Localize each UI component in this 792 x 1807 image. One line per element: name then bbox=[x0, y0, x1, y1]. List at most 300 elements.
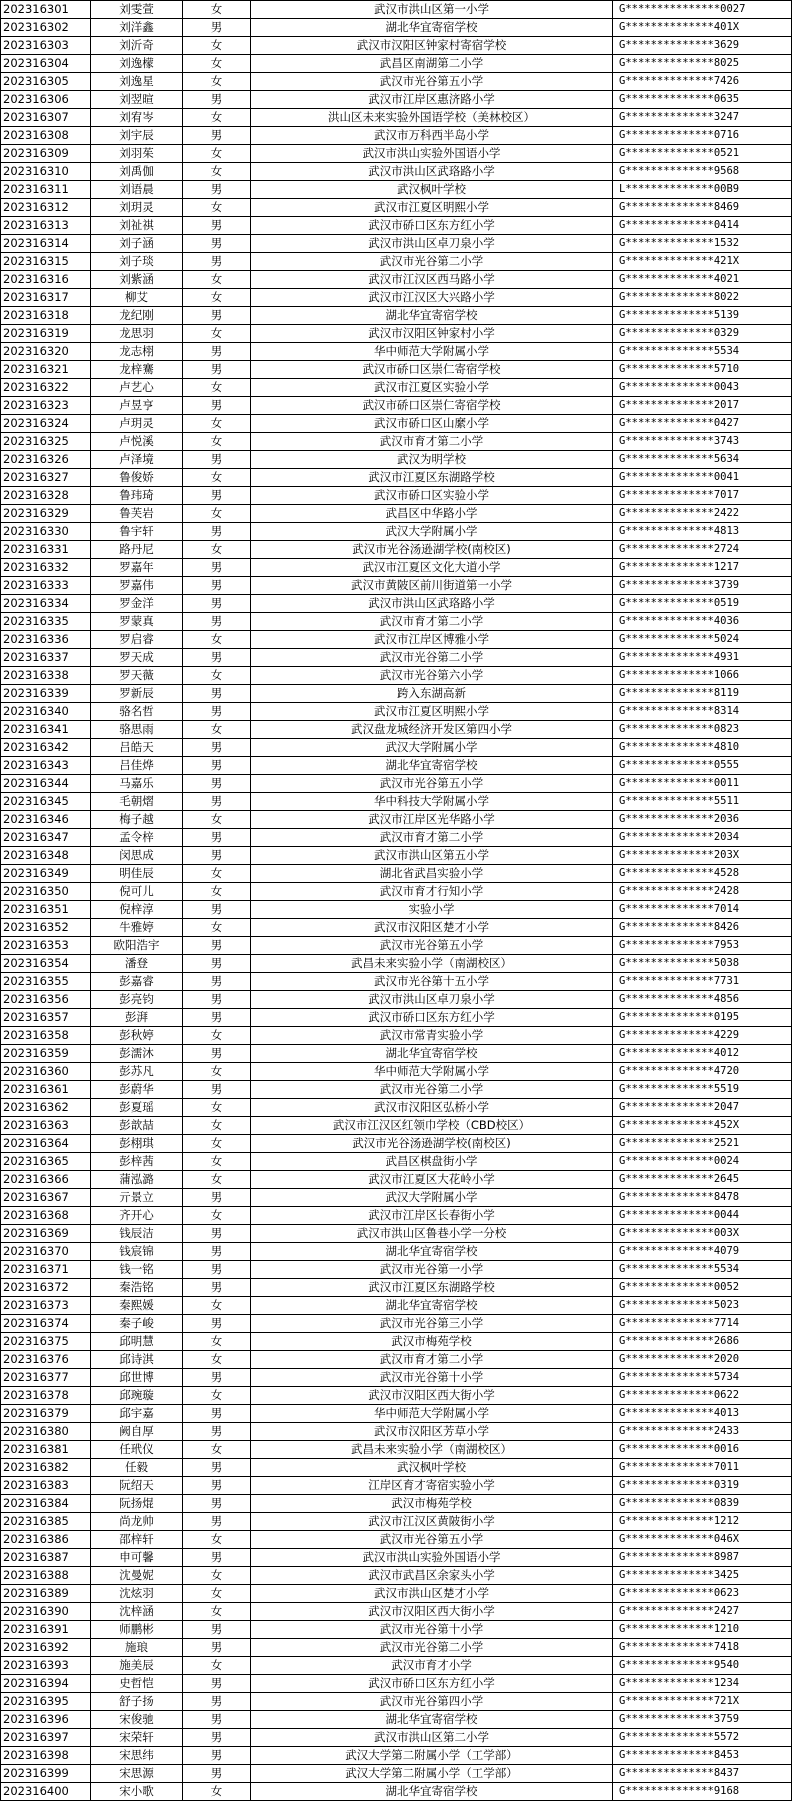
school-cell: 武汉市黄陂区前川街道第一小学 bbox=[251, 577, 613, 595]
student-name-cell: 卢玥灵 bbox=[91, 415, 183, 433]
id-card-cell: G**************3739 bbox=[613, 577, 792, 595]
table-row bbox=[1, 1675, 792, 1693]
school-cell: 武汉市江夏区大花岭小学 bbox=[251, 1171, 613, 1189]
student-id-cell: 202316306 bbox=[1, 91, 91, 109]
student-name-cell: 龙梓騫 bbox=[91, 361, 183, 379]
school-cell: 湖北华宜寄宿学校 bbox=[251, 1243, 613, 1261]
table-row bbox=[1, 631, 792, 649]
student-id-cell: 202316374 bbox=[1, 1315, 91, 1333]
school-cell: 武汉市光谷第十五小学 bbox=[251, 973, 613, 991]
school-cell: 武汉市光谷第十小学 bbox=[251, 1621, 613, 1639]
school-cell: 武汉大学附属小学 bbox=[251, 1189, 613, 1207]
student-name-cell: 邱琬璇 bbox=[91, 1387, 183, 1405]
table-row bbox=[1, 919, 792, 937]
school-cell: 武汉市育才第二小学 bbox=[251, 829, 613, 847]
id-card-cell: G**************1212 bbox=[613, 1513, 792, 1531]
student-id-cell: 202316315 bbox=[1, 253, 91, 271]
student-name-cell: 蒲泓潞 bbox=[91, 1171, 183, 1189]
school-cell: 华中师范大学附属小学 bbox=[251, 343, 613, 361]
student-id-cell: 202316351 bbox=[1, 901, 91, 919]
table-row bbox=[1, 307, 792, 325]
id-card-cell: G**************5519 bbox=[613, 1081, 792, 1099]
id-card-cell: G**************421X bbox=[613, 253, 792, 271]
id-card-cell: G**************9540 bbox=[613, 1657, 792, 1675]
student-name-cell: 闵思成 bbox=[91, 847, 183, 865]
school-cell: 湖北华宜寄宿学校 bbox=[251, 757, 613, 775]
gender-cell: 男 bbox=[183, 1045, 251, 1063]
school-cell: 跨入东湖高新 bbox=[251, 685, 613, 703]
table-row bbox=[1, 1189, 792, 1207]
table-row bbox=[1, 1297, 792, 1315]
gender-cell: 男 bbox=[183, 1675, 251, 1693]
gender-cell: 男 bbox=[183, 1747, 251, 1765]
gender-cell: 女 bbox=[183, 469, 251, 487]
table-row bbox=[1, 343, 792, 361]
student-id-cell: 202316340 bbox=[1, 703, 91, 721]
school-cell: 武汉市光谷第二小学 bbox=[251, 649, 613, 667]
table-row bbox=[1, 721, 792, 739]
gender-cell: 男 bbox=[183, 1459, 251, 1477]
school-cell: 湖北华宜寄宿学校 bbox=[251, 1711, 613, 1729]
school-cell: 湖北华宜寄宿学校 bbox=[251, 307, 613, 325]
school-cell: 洪山区未来实验外国语学校（美林校区） bbox=[251, 109, 613, 127]
table-row bbox=[1, 1459, 792, 1477]
school-cell: 武汉市光谷第三小学 bbox=[251, 1315, 613, 1333]
student-name-cell: 罗天薇 bbox=[91, 667, 183, 685]
gender-cell: 女 bbox=[183, 883, 251, 901]
gender-cell: 女 bbox=[183, 1657, 251, 1675]
table-row bbox=[1, 505, 792, 523]
student-id-cell: 202316347 bbox=[1, 829, 91, 847]
table-row bbox=[1, 199, 792, 217]
student-name-cell: 明佳辰 bbox=[91, 865, 183, 883]
school-cell: 武昌未来实验小学（南湖校区） bbox=[251, 955, 613, 973]
gender-cell: 男 bbox=[183, 343, 251, 361]
student-id-cell: 202316309 bbox=[1, 145, 91, 163]
student-name-cell: 任玳仪 bbox=[91, 1441, 183, 1459]
student-name-cell: 鲁宇轩 bbox=[91, 523, 183, 541]
student-name-cell: 舒子扬 bbox=[91, 1693, 183, 1711]
table-row bbox=[1, 271, 792, 289]
gender-cell: 女 bbox=[183, 1351, 251, 1369]
student-name-cell: 宋思纬 bbox=[91, 1747, 183, 1765]
table-row bbox=[1, 181, 792, 199]
student-name-cell: 柳艾 bbox=[91, 289, 183, 307]
id-card-cell: G**************1532 bbox=[613, 235, 792, 253]
table-row bbox=[1, 397, 792, 415]
student-id-cell: 202316386 bbox=[1, 1531, 91, 1549]
id-card-cell: G**************8025 bbox=[613, 55, 792, 73]
student-id-cell: 202316344 bbox=[1, 775, 91, 793]
table-row bbox=[1, 1747, 792, 1765]
student-name-cell: 吕佳烨 bbox=[91, 757, 183, 775]
id-card-cell: G**************7418 bbox=[613, 1639, 792, 1657]
id-card-cell: G**************4720 bbox=[613, 1063, 792, 1081]
table-row bbox=[1, 109, 792, 127]
student-id-cell: 202316348 bbox=[1, 847, 91, 865]
gender-cell: 男 bbox=[183, 487, 251, 505]
student-name-cell: 宋荣轩 bbox=[91, 1729, 183, 1747]
student-name-cell: 龙志栩 bbox=[91, 343, 183, 361]
school-cell: 武汉市江夏区明熙小学 bbox=[251, 199, 613, 217]
table-row bbox=[1, 451, 792, 469]
gender-cell: 男 bbox=[183, 1729, 251, 1747]
gender-cell: 女 bbox=[183, 667, 251, 685]
id-card-cell: G**************7731 bbox=[613, 973, 792, 991]
student-name-cell: 彭湃 bbox=[91, 1009, 183, 1027]
student-id-cell: 202316352 bbox=[1, 919, 91, 937]
id-card-cell: G**************203X bbox=[613, 847, 792, 865]
student-id-cell: 202316356 bbox=[1, 991, 91, 1009]
table-row bbox=[1, 1099, 792, 1117]
id-card-cell: G**************0052 bbox=[613, 1279, 792, 1297]
gender-cell: 女 bbox=[183, 1171, 251, 1189]
id-card-cell: G**************2724 bbox=[613, 541, 792, 559]
student-name-cell: 刘逸檬 bbox=[91, 55, 183, 73]
school-cell: 武汉市光谷第十小学 bbox=[251, 1369, 613, 1387]
table-row bbox=[1, 379, 792, 397]
id-card-cell: G**************5734 bbox=[613, 1369, 792, 1387]
student-id-cell: 202316349 bbox=[1, 865, 91, 883]
school-cell: 湖北华宜寄宿学校 bbox=[251, 19, 613, 37]
id-card-cell: G**************046X bbox=[613, 1531, 792, 1549]
student-id-cell: 202316338 bbox=[1, 667, 91, 685]
student-name-cell: 施琅 bbox=[91, 1639, 183, 1657]
gender-cell: 男 bbox=[183, 1405, 251, 1423]
student-name-cell: 罗启睿 bbox=[91, 631, 183, 649]
student-id-cell: 202316302 bbox=[1, 19, 91, 37]
table-row bbox=[1, 217, 792, 235]
school-cell: 武汉大学附属小学 bbox=[251, 523, 613, 541]
school-cell: 武汉市光谷第五小学 bbox=[251, 73, 613, 91]
table-row bbox=[1, 1477, 792, 1495]
table-row bbox=[1, 19, 792, 37]
id-card-cell: G**************2686 bbox=[613, 1333, 792, 1351]
student-id-cell: 202316364 bbox=[1, 1135, 91, 1153]
student-id-cell: 202316395 bbox=[1, 1693, 91, 1711]
student-name-cell: 秦浩铭 bbox=[91, 1279, 183, 1297]
id-card-cell: G**************4079 bbox=[613, 1243, 792, 1261]
id-card-cell: G**************5634 bbox=[613, 451, 792, 469]
student-name-cell: 宋思源 bbox=[91, 1765, 183, 1783]
id-card-cell: G**************4036 bbox=[613, 613, 792, 631]
id-card-cell: G**************2020 bbox=[613, 1351, 792, 1369]
table-row bbox=[1, 1351, 792, 1369]
student-id-cell: 202316394 bbox=[1, 1675, 91, 1693]
table-row bbox=[1, 325, 792, 343]
school-cell: 武汉市光谷第一小学 bbox=[251, 1261, 613, 1279]
table-row bbox=[1, 775, 792, 793]
id-card-cell: G**************1217 bbox=[613, 559, 792, 577]
gender-cell: 男 bbox=[183, 1549, 251, 1567]
school-cell: 武汉市汉阳区钟家村寄宿学校 bbox=[251, 37, 613, 55]
school-cell: 湖北华宜寄宿学校 bbox=[251, 1045, 613, 1063]
student-name-cell: 罗嘉年 bbox=[91, 559, 183, 577]
school-cell: 武汉市汉阳区西大街小学 bbox=[251, 1603, 613, 1621]
student-id-cell: 202316373 bbox=[1, 1297, 91, 1315]
student-name-cell: 卢泽境 bbox=[91, 451, 183, 469]
student-id-cell: 202316339 bbox=[1, 685, 91, 703]
table-row bbox=[1, 829, 792, 847]
id-card-cell: G**************0839 bbox=[613, 1495, 792, 1513]
gender-cell: 男 bbox=[183, 1261, 251, 1279]
student-id-cell: 202316334 bbox=[1, 595, 91, 613]
table-row bbox=[1, 1621, 792, 1639]
gender-cell: 女 bbox=[183, 631, 251, 649]
table-row bbox=[1, 1567, 792, 1585]
gender-cell: 男 bbox=[183, 451, 251, 469]
id-card-cell: G**************2422 bbox=[613, 505, 792, 523]
gender-cell: 女 bbox=[183, 811, 251, 829]
table-row bbox=[1, 235, 792, 253]
table-row bbox=[1, 1369, 792, 1387]
student-name-cell: 宋俊驰 bbox=[91, 1711, 183, 1729]
id-card-cell: G**************0622 bbox=[613, 1387, 792, 1405]
student-id-cell: 202316380 bbox=[1, 1423, 91, 1441]
gender-cell: 男 bbox=[183, 757, 251, 775]
student-name-cell: 倪梓淳 bbox=[91, 901, 183, 919]
school-cell: 湖北华宜寄宿学校 bbox=[251, 1297, 613, 1315]
student-name-cell: 骆名哲 bbox=[91, 703, 183, 721]
table-row bbox=[1, 613, 792, 631]
id-card-cell: G**************8987 bbox=[613, 1549, 792, 1567]
id-card-cell: G**************9568 bbox=[613, 163, 792, 181]
gender-cell: 女 bbox=[183, 73, 251, 91]
table-row bbox=[1, 127, 792, 145]
school-cell: 武汉市光谷第五小学 bbox=[251, 937, 613, 955]
table-row bbox=[1, 757, 792, 775]
student-name-cell: 彭濡沐 bbox=[91, 1045, 183, 1063]
table-row bbox=[1, 163, 792, 181]
id-card-cell: G**************4856 bbox=[613, 991, 792, 1009]
student-name-cell: 罗金洋 bbox=[91, 595, 183, 613]
school-cell: 武汉市梅苑学校 bbox=[251, 1495, 613, 1513]
gender-cell: 女 bbox=[183, 415, 251, 433]
student-name-cell: 刘洋鑫 bbox=[91, 19, 183, 37]
student-name-cell: 刘祉祺 bbox=[91, 217, 183, 235]
student-name-cell: 宋小歌 bbox=[91, 1783, 183, 1801]
school-cell: 武汉市洪山区第一小学 bbox=[251, 1, 613, 19]
school-cell: 武汉市洪山区卓刀泉小学 bbox=[251, 235, 613, 253]
school-cell: 武汉市汉阳区弘桥小学 bbox=[251, 1099, 613, 1117]
school-cell: 武汉市江岸区博雅小学 bbox=[251, 631, 613, 649]
gender-cell: 男 bbox=[183, 19, 251, 37]
gender-cell: 男 bbox=[183, 793, 251, 811]
school-cell: 武汉市硚口区实验小学 bbox=[251, 487, 613, 505]
id-card-cell: G**************452X bbox=[613, 1117, 792, 1135]
school-cell: 武汉市洪山实验外国语小学 bbox=[251, 1549, 613, 1567]
student-id-cell: 202316317 bbox=[1, 289, 91, 307]
student-id-cell: 202316328 bbox=[1, 487, 91, 505]
id-card-cell: G**************0011 bbox=[613, 775, 792, 793]
student-id-cell: 202316377 bbox=[1, 1369, 91, 1387]
table-row bbox=[1, 847, 792, 865]
gender-cell: 女 bbox=[183, 379, 251, 397]
gender-cell: 女 bbox=[183, 541, 251, 559]
student-id-cell: 202316325 bbox=[1, 433, 91, 451]
id-card-cell: G**************2521 bbox=[613, 1135, 792, 1153]
student-name-cell: 吕皓天 bbox=[91, 739, 183, 757]
id-card-cell: G**************0521 bbox=[613, 145, 792, 163]
student-id-cell: 202316379 bbox=[1, 1405, 91, 1423]
gender-cell: 女 bbox=[183, 1153, 251, 1171]
table-row bbox=[1, 973, 792, 991]
table-row bbox=[1, 703, 792, 721]
table-row bbox=[1, 1207, 792, 1225]
school-cell: 武汉市光谷汤逊湖学校(南校区) bbox=[251, 1135, 613, 1153]
school-cell: 武汉市江汉区西马路小学 bbox=[251, 271, 613, 289]
gender-cell: 男 bbox=[183, 829, 251, 847]
student-id-cell: 202316362 bbox=[1, 1099, 91, 1117]
gender-cell: 男 bbox=[183, 1243, 251, 1261]
student-id-cell: 202316329 bbox=[1, 505, 91, 523]
id-card-cell: G**************8437 bbox=[613, 1765, 792, 1783]
gender-cell: 女 bbox=[183, 1531, 251, 1549]
student-name-cell: 刘玥灵 bbox=[91, 199, 183, 217]
table-row bbox=[1, 1261, 792, 1279]
id-card-cell: G**************0519 bbox=[613, 595, 792, 613]
student-id-cell: 202316372 bbox=[1, 1279, 91, 1297]
student-id-cell: 202316366 bbox=[1, 1171, 91, 1189]
id-card-cell: G**************5139 bbox=[613, 307, 792, 325]
id-card-cell: G**************7714 bbox=[613, 1315, 792, 1333]
gender-cell: 男 bbox=[183, 703, 251, 721]
student-name-cell: 阮绍天 bbox=[91, 1477, 183, 1495]
student-name-cell: 亓景立 bbox=[91, 1189, 183, 1207]
table-row bbox=[1, 1657, 792, 1675]
table-row bbox=[1, 1711, 792, 1729]
student-name-cell: 沈梓涵 bbox=[91, 1603, 183, 1621]
id-card-cell: G**************3425 bbox=[613, 1567, 792, 1585]
school-cell: 武昌区中华路小学 bbox=[251, 505, 613, 523]
school-cell: 武汉市硚口区东方红小学 bbox=[251, 1009, 613, 1027]
table-row bbox=[1, 1423, 792, 1441]
student-id-cell: 202316375 bbox=[1, 1333, 91, 1351]
id-card-cell: G**************0555 bbox=[613, 757, 792, 775]
student-id-cell: 202316337 bbox=[1, 649, 91, 667]
student-id-cell: 202316307 bbox=[1, 109, 91, 127]
school-cell: 武汉枫叶学校 bbox=[251, 181, 613, 199]
id-card-cell: G**************7953 bbox=[613, 937, 792, 955]
gender-cell: 男 bbox=[183, 253, 251, 271]
table-row bbox=[1, 1603, 792, 1621]
student-name-cell: 尚龙帅 bbox=[91, 1513, 183, 1531]
student-id-cell: 202316343 bbox=[1, 757, 91, 775]
student-name-cell: 邱明慧 bbox=[91, 1333, 183, 1351]
id-card-cell: G**************5511 bbox=[613, 793, 792, 811]
student-id-cell: 202316390 bbox=[1, 1603, 91, 1621]
id-card-cell: G**************2428 bbox=[613, 883, 792, 901]
table-row bbox=[1, 1729, 792, 1747]
gender-cell: 男 bbox=[183, 901, 251, 919]
gender-cell: 男 bbox=[183, 613, 251, 631]
student-name-cell: 骆思雨 bbox=[91, 721, 183, 739]
table-row bbox=[1, 955, 792, 973]
school-cell: 武汉市江夏区东湖路学校 bbox=[251, 469, 613, 487]
student-name-cell: 秦熙媛 bbox=[91, 1297, 183, 1315]
id-card-cell: G**************1234 bbox=[613, 1675, 792, 1693]
gender-cell: 男 bbox=[183, 1711, 251, 1729]
student-name-cell: 任毅 bbox=[91, 1459, 183, 1477]
student-id-cell: 202316301 bbox=[1, 1, 91, 19]
student-name-cell: 刘宇辰 bbox=[91, 127, 183, 145]
gender-cell: 男 bbox=[183, 91, 251, 109]
student-name-cell: 彭秋婷 bbox=[91, 1027, 183, 1045]
student-id-cell: 202316342 bbox=[1, 739, 91, 757]
table-row bbox=[1, 1693, 792, 1711]
student-id-cell: 202316368 bbox=[1, 1207, 91, 1225]
student-id-cell: 202316326 bbox=[1, 451, 91, 469]
id-card-cell: G**************0623 bbox=[613, 1585, 792, 1603]
table-row bbox=[1, 883, 792, 901]
school-cell: 武汉市汉阳区西大街小学 bbox=[251, 1387, 613, 1405]
gender-cell: 男 bbox=[183, 217, 251, 235]
student-id-cell: 202316319 bbox=[1, 325, 91, 343]
school-cell: 湖北省武昌实验小学 bbox=[251, 865, 613, 883]
student-id-cell: 202316385 bbox=[1, 1513, 91, 1531]
gender-cell: 女 bbox=[183, 1441, 251, 1459]
id-card-cell: G**************8453 bbox=[613, 1747, 792, 1765]
student-name-cell: 梅子越 bbox=[91, 811, 183, 829]
gender-cell: 男 bbox=[183, 775, 251, 793]
gender-cell: 男 bbox=[183, 1621, 251, 1639]
school-cell: 武汉市江汉区红领巾学校（CBD校区） bbox=[251, 1117, 613, 1135]
student-name-cell: 刘禹伽 bbox=[91, 163, 183, 181]
student-id-cell: 202316369 bbox=[1, 1225, 91, 1243]
student-name-cell: 彭歆喆 bbox=[91, 1117, 183, 1135]
gender-cell: 男 bbox=[183, 559, 251, 577]
table-row bbox=[1, 1513, 792, 1531]
id-card-cell: G**************5038 bbox=[613, 955, 792, 973]
student-name-cell: 阮扬焜 bbox=[91, 1495, 183, 1513]
table-row bbox=[1, 1495, 792, 1513]
table-row bbox=[1, 91, 792, 109]
table-row bbox=[1, 1153, 792, 1171]
gender-cell: 女 bbox=[183, 325, 251, 343]
student-id-cell: 202316365 bbox=[1, 1153, 91, 1171]
gender-cell: 女 bbox=[183, 55, 251, 73]
table-row bbox=[1, 523, 792, 541]
table-row bbox=[1, 1765, 792, 1783]
school-cell: 武昌未来实验小学（南湖校区） bbox=[251, 1441, 613, 1459]
id-card-cell: G**************1210 bbox=[613, 1621, 792, 1639]
gender-cell: 女 bbox=[183, 433, 251, 451]
student-id-cell: 202316397 bbox=[1, 1729, 91, 1747]
school-cell: 武汉市万科西半岛小学 bbox=[251, 127, 613, 145]
student-id-cell: 202316313 bbox=[1, 217, 91, 235]
student-name-cell: 秦子峻 bbox=[91, 1315, 183, 1333]
student-name-cell: 刘翌暄 bbox=[91, 91, 183, 109]
student-name-cell: 卢昱亨 bbox=[91, 397, 183, 415]
student-id-cell: 202316330 bbox=[1, 523, 91, 541]
school-cell: 湖北华宜寄宿学校 bbox=[251, 1783, 613, 1801]
table-row bbox=[1, 55, 792, 73]
gender-cell: 男 bbox=[183, 1315, 251, 1333]
school-cell: 武汉市光谷第五小学 bbox=[251, 1531, 613, 1549]
school-cell: 江岸区育才寄宿实验小学 bbox=[251, 1477, 613, 1495]
id-card-cell: G**************8478 bbox=[613, 1189, 792, 1207]
table-row bbox=[1, 991, 792, 1009]
student-name-cell: 罗天成 bbox=[91, 649, 183, 667]
gender-cell: 男 bbox=[183, 955, 251, 973]
school-cell: 武汉市光谷第二小学 bbox=[251, 253, 613, 271]
table-row bbox=[1, 73, 792, 91]
student-id-cell: 202316316 bbox=[1, 271, 91, 289]
gender-cell: 男 bbox=[183, 1693, 251, 1711]
school-cell: 武汉市江夏区实验小学 bbox=[251, 379, 613, 397]
student-id-cell: 202316367 bbox=[1, 1189, 91, 1207]
id-card-cell: G**************3759 bbox=[613, 1711, 792, 1729]
